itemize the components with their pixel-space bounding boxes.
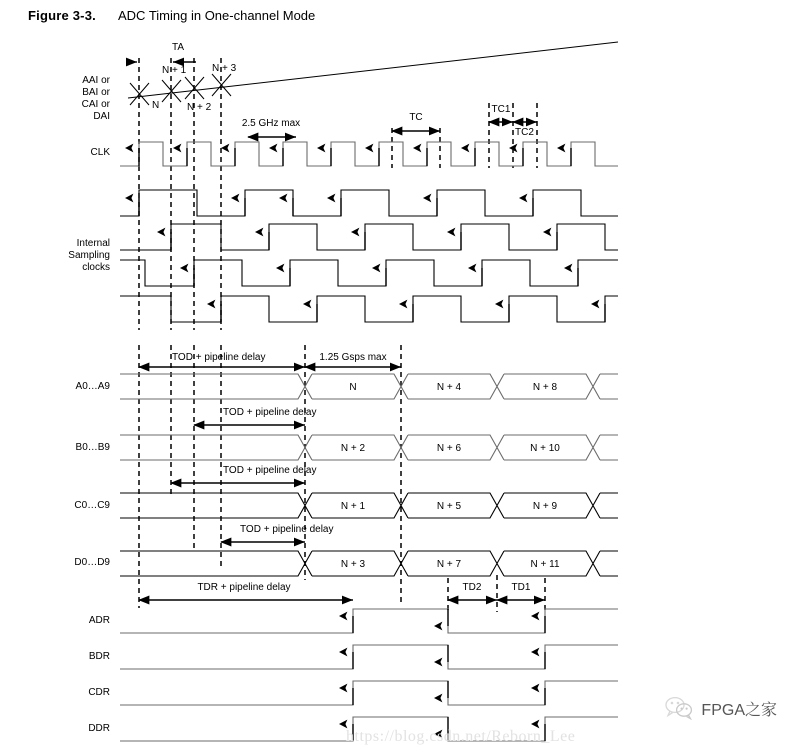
analog-label-line-3: DAI — [93, 111, 110, 122]
internal-clock-4 — [120, 296, 618, 322]
internal-clock-2 — [120, 224, 618, 250]
internal-clock-3-arrows — [194, 268, 578, 286]
signal-label-bus-d: D0…D9 — [74, 557, 110, 568]
annotation-clk-rate: 2.5 GHz max — [241, 118, 301, 129]
signal-label-internal-clocks — [68, 238, 110, 273]
adr-edge-arrows — [353, 609, 545, 633]
annotation-tod-a: TOD + pipeline delay — [172, 352, 266, 363]
analog-label-line-2: CAI or — [81, 99, 110, 110]
sample-label-n1: N + 1 — [162, 65, 187, 76]
annotation-tc2: TC2 — [515, 127, 534, 138]
figure-caption: ADC Timing in One-channel Mode — [118, 8, 316, 23]
bus-d-value-0: N + 3 — [340, 559, 366, 570]
bus-a-value-2: N + 8 — [532, 382, 558, 393]
sample-crossings — [130, 74, 231, 105]
data-latch-guide-lines — [305, 345, 545, 612]
internal-clock-2-arrows — [171, 232, 557, 250]
annotation-td1: TD1 — [511, 582, 531, 593]
bus-c-value-1: N + 5 — [436, 501, 462, 512]
signal-label-ddr: DDR — [88, 723, 110, 734]
internal-clock-1-arrows — [139, 198, 533, 216]
signal-label-clk: CLK — [90, 147, 110, 158]
cdr-waveform — [120, 681, 618, 705]
clk-waveform — [120, 142, 618, 166]
signal-label-bdr: BDR — [88, 651, 110, 662]
internal-label-line-0: Internal — [76, 238, 110, 249]
sample-guide-lines-lower — [139, 345, 221, 608]
signal-label-adr: ADR — [88, 615, 110, 626]
brand-text: FPGA之家 — [701, 701, 777, 719]
bdr-waveform — [120, 645, 618, 669]
adr-waveform — [120, 609, 618, 633]
annotation-tc1: TC1 — [491, 104, 511, 115]
wechat-icon — [664, 696, 694, 720]
cdr-edge-arrows — [353, 681, 545, 705]
annotation-data-rate: 1.25 Gsps max — [319, 352, 387, 363]
analog-label-line-0: AAI or — [82, 75, 110, 86]
annotation-tod-c: TOD + pipeline delay — [223, 465, 317, 476]
bus-c-value-2: N + 9 — [532, 501, 558, 512]
signal-label-bus-a: A0…A9 — [75, 381, 110, 392]
tc-guide-lines-main — [392, 128, 440, 168]
bus-d-value-2: N + 11 — [530, 559, 560, 570]
sample-guide-lines — [139, 58, 221, 330]
signal-label-cdr: CDR — [88, 687, 110, 698]
signal-label-bus-c: C0…C9 — [74, 500, 110, 511]
annotation-tod-b: TOD + pipeline delay — [223, 407, 317, 418]
bus-b-value-1: N + 6 — [436, 443, 462, 454]
bus-b-value-2: N + 10 — [530, 443, 560, 454]
internal-clock-4-arrows — [221, 304, 605, 322]
figure-number: Figure 3-3. — [28, 8, 96, 23]
bus-a-value-1: N + 4 — [436, 382, 462, 393]
bus-d-value-1: N + 7 — [436, 559, 462, 570]
analog-label-line-1: BAI or — [82, 87, 110, 98]
signal-label-analog-in — [82, 75, 111, 122]
bus-a-value-0: N — [349, 382, 357, 393]
sample-label-n: N — [152, 100, 160, 111]
annotation-tdr: TDR + pipeline delay — [197, 582, 291, 593]
bus-b-value-0: N + 2 — [340, 443, 366, 454]
sample-label-n2: N + 2 — [187, 102, 212, 113]
signal-label-bus-b: B0…B9 — [75, 442, 110, 453]
brand-watermark — [664, 696, 777, 720]
annotation-ta: TA — [171, 42, 185, 53]
internal-label-line-1: Sampling — [68, 250, 110, 261]
annotation-tod-d: TOD + pipeline delay — [240, 524, 334, 535]
annotation-td2: TD2 — [462, 582, 482, 593]
watermark-url: https://blog.csdn.net/Reborn_Lee — [346, 728, 576, 745]
annotation-tc: TC — [409, 112, 423, 123]
internal-label-line-2: clocks — [82, 262, 110, 273]
bus-c-value-0: N + 1 — [340, 501, 366, 512]
bdr-edge-arrows — [353, 645, 545, 669]
sample-label-n3: N + 3 — [212, 63, 237, 74]
analog-input-ramp — [128, 42, 618, 98]
